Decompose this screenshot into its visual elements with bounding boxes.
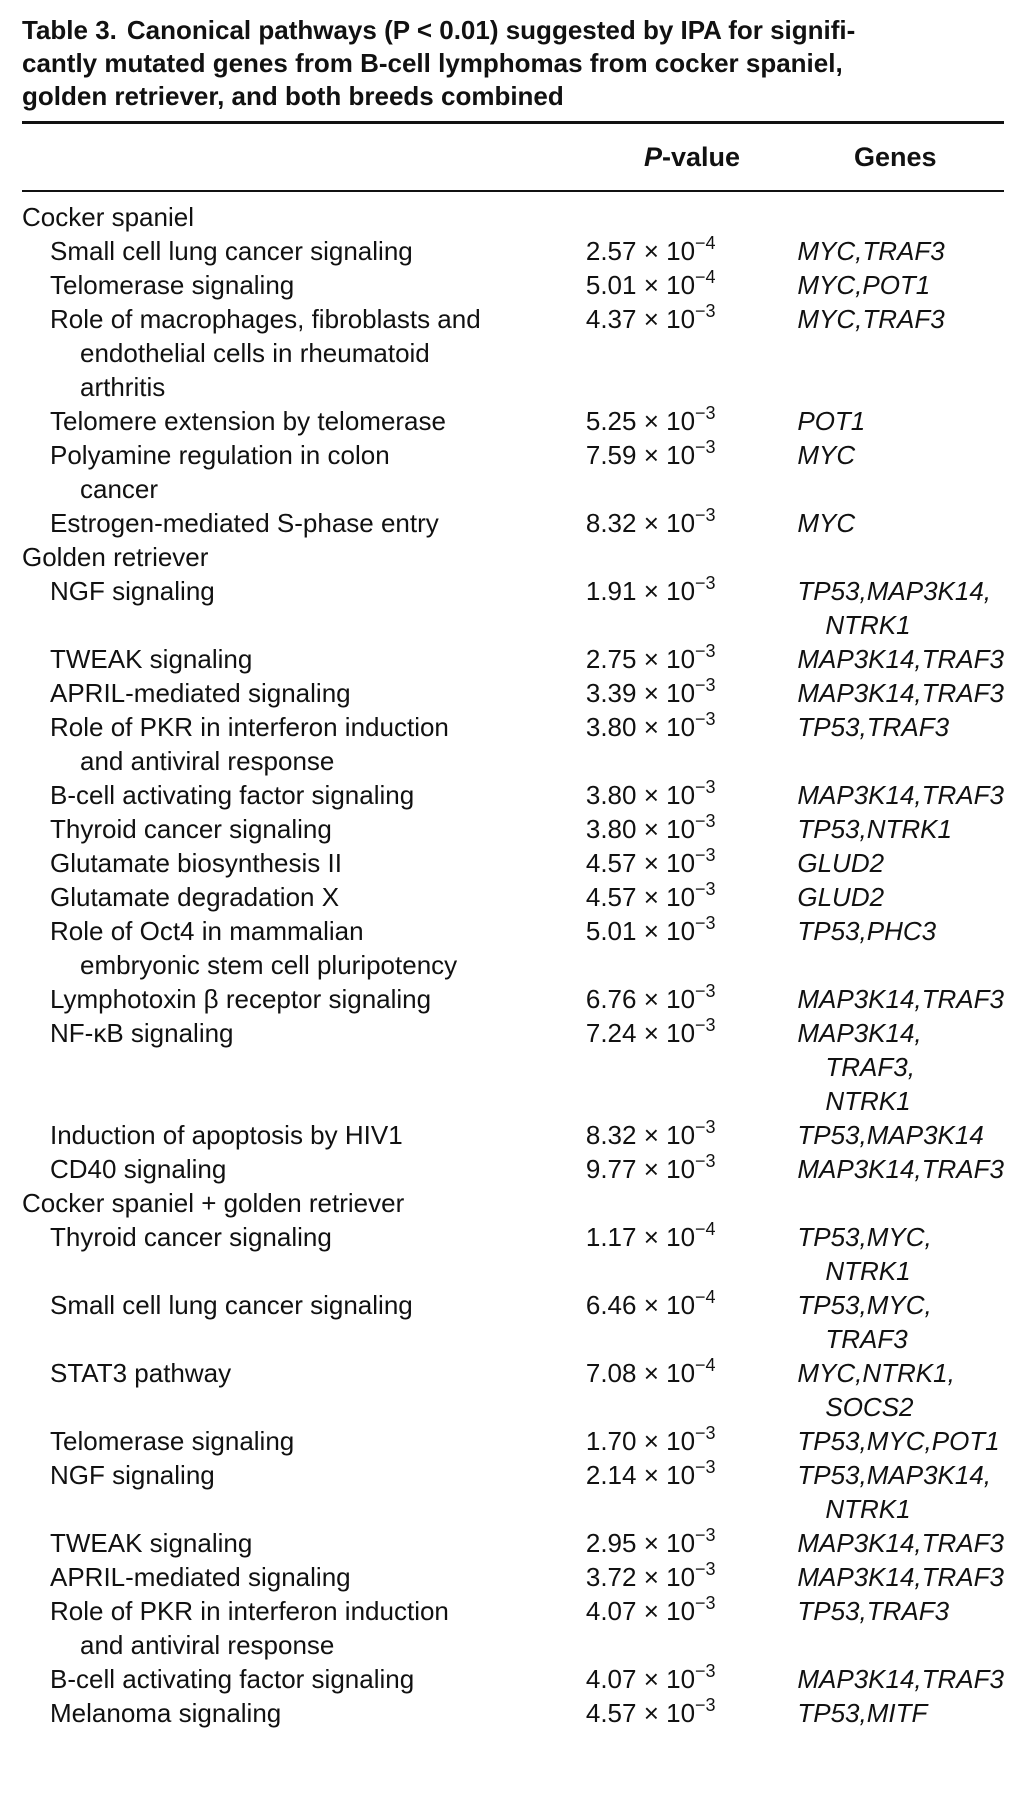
genes-line: MAP3K14,TRAF3 xyxy=(797,678,1004,708)
p-value-exponent: −3 xyxy=(695,1559,716,1579)
genes xyxy=(779,1152,1004,1186)
genes xyxy=(779,1458,1004,1526)
genes xyxy=(779,1662,1004,1696)
table-row xyxy=(22,574,1004,642)
p-value xyxy=(583,1662,779,1696)
genes xyxy=(779,982,1004,1016)
pathway-line: Lymphotoxin β receptor signaling xyxy=(50,984,432,1014)
p-value-mantissa: 1.17 × 10 xyxy=(585,1222,696,1252)
p-value xyxy=(583,438,779,506)
pathway-line: embryonic stem cell pluripotency xyxy=(80,950,458,980)
p-value xyxy=(583,1424,779,1458)
pathway-line: Glutamate biosynthesis II xyxy=(50,848,342,878)
pathway-name xyxy=(22,812,583,846)
p-value-mantissa: 4.57 × 10 xyxy=(585,882,696,912)
table-row xyxy=(22,1458,1004,1526)
genes-line: MAP3K14,TRAF3 xyxy=(797,1664,1004,1694)
p-value-mantissa: 1.91 × 10 xyxy=(585,576,696,606)
p-value xyxy=(583,574,779,642)
table-row xyxy=(22,778,1004,812)
pathway-name xyxy=(22,438,583,506)
p-value-exponent: −3 xyxy=(695,913,716,933)
genes xyxy=(779,574,1004,642)
table-body xyxy=(22,200,1004,1730)
p-value xyxy=(583,1356,779,1424)
pathway-line: Small cell lung cancer signaling xyxy=(50,1290,413,1320)
caption-text-1: Canonical pathways (P < 0.01) suggested by IPA for signifi- xyxy=(126,15,856,45)
genes xyxy=(779,778,1004,812)
table-label: Table 3. xyxy=(22,15,117,45)
pathway-line: Role of Oct4 in mammalian xyxy=(50,916,364,946)
genes-line: NTRK1 xyxy=(825,1494,911,1524)
genes-line: MYC,POT1 xyxy=(797,270,931,300)
genes-line: MAP3K14, xyxy=(797,1018,922,1048)
p-value-mantissa: 4.37 × 10 xyxy=(585,304,696,334)
caption-line-1 xyxy=(22,14,1004,47)
table-row xyxy=(22,914,1004,982)
p-value-mantissa: 8.32 × 10 xyxy=(585,508,696,538)
genes-line: MAP3K14,TRAF3 xyxy=(797,1528,1004,1558)
p-value-mantissa: 4.07 × 10 xyxy=(585,1664,696,1694)
genes-line: TP53,MITF xyxy=(797,1698,928,1728)
genes xyxy=(779,846,1004,880)
p-value-exponent: −3 xyxy=(695,1593,716,1613)
pathway-name xyxy=(22,1356,583,1424)
genes xyxy=(779,302,1004,404)
p-value-exponent: −3 xyxy=(695,845,716,865)
p-value-exponent: −4 xyxy=(695,1287,716,1307)
pathway-line: CD40 signaling xyxy=(50,1154,227,1184)
p-value-mantissa: 1.70 × 10 xyxy=(585,1426,696,1456)
genes-line: TP53,MAP3K14, xyxy=(797,576,992,606)
table-row xyxy=(22,1560,1004,1594)
p-value xyxy=(583,1220,779,1288)
p-value xyxy=(583,234,779,268)
table-row xyxy=(22,1356,1004,1424)
p-value-exponent: −3 xyxy=(695,981,716,1001)
pathway-name xyxy=(22,914,583,982)
pathway-name xyxy=(22,268,583,302)
p-value-mantissa: 7.24 × 10 xyxy=(585,1018,696,1048)
table-row xyxy=(22,302,1004,404)
genes-line: MAP3K14,TRAF3 xyxy=(797,780,1004,810)
pathway-table xyxy=(22,200,1004,1730)
pathway-line: Polyamine regulation in colon xyxy=(50,440,390,470)
group-row xyxy=(22,200,1004,234)
genes xyxy=(779,234,1004,268)
table-row xyxy=(22,1696,1004,1730)
header-pvalue-italic: P xyxy=(643,142,662,172)
pathway-line: TWEAK signaling xyxy=(50,1528,253,1558)
genes xyxy=(779,438,1004,506)
p-value-exponent: −3 xyxy=(695,1151,716,1171)
p-value-exponent: −4 xyxy=(695,267,716,287)
p-value-exponent: −3 xyxy=(695,1695,716,1715)
genes-line: MAP3K14,TRAF3 xyxy=(797,1154,1004,1184)
header-genes: Genes xyxy=(854,142,937,172)
header-pvalue xyxy=(607,142,777,173)
pathway-name xyxy=(22,982,583,1016)
genes xyxy=(779,506,1004,540)
p-value xyxy=(583,404,779,438)
table-row xyxy=(22,846,1004,880)
pathway-line xyxy=(50,1390,583,1424)
p-value-exponent: −3 xyxy=(695,1015,716,1035)
genes-line: MAP3K14,TRAF3 xyxy=(797,644,1004,674)
pathway-line: APRIL-mediated signaling xyxy=(50,1562,351,1592)
genes-line: MYC xyxy=(797,508,856,538)
pathway-name xyxy=(22,642,583,676)
genes-line: TRAF3, NTRK1 xyxy=(825,1052,915,1116)
p-value-mantissa: 2.57 × 10 xyxy=(585,236,696,266)
genes-line: MAP3K14,TRAF3 xyxy=(797,1562,1004,1592)
p-value-mantissa: 4.07 × 10 xyxy=(585,1596,696,1626)
p-value-exponent: −4 xyxy=(695,1355,716,1375)
genes-line: TP53,TRAF3 xyxy=(797,712,950,742)
group-label: Cocker spaniel + golden retriever xyxy=(22,1188,405,1218)
pathway-name xyxy=(22,302,583,404)
pathway-name xyxy=(22,574,583,642)
p-value-exponent: −3 xyxy=(695,573,716,593)
pathway-line: Thyroid cancer signaling xyxy=(50,1222,332,1252)
pathway-line: B-cell activating factor signaling xyxy=(50,780,415,810)
p-value-mantissa: 3.39 × 10 xyxy=(585,678,696,708)
genes-line: POT1 xyxy=(797,406,866,436)
genes xyxy=(779,268,1004,302)
pathway-line: Telomerase signaling xyxy=(50,270,295,300)
pathway-name xyxy=(22,1526,583,1560)
p-value xyxy=(583,982,779,1016)
pathway-line xyxy=(50,608,583,642)
table-row xyxy=(22,676,1004,710)
pathway-line xyxy=(50,1050,583,1084)
p-value-exponent: −4 xyxy=(695,233,716,253)
table-row xyxy=(22,982,1004,1016)
pathway-name xyxy=(22,234,583,268)
genes-line: GLUD2 xyxy=(797,848,885,878)
p-value-mantissa: 4.57 × 10 xyxy=(585,848,696,878)
p-value-exponent: −3 xyxy=(695,811,716,831)
p-value-mantissa: 5.01 × 10 xyxy=(585,916,696,946)
pathway-line: Glutamate degradation X xyxy=(50,882,340,912)
pathway-line: Telomere extension by telomerase xyxy=(50,406,446,436)
genes xyxy=(779,1288,1004,1356)
p-value-exponent: −3 xyxy=(695,1525,716,1545)
p-value-exponent: −3 xyxy=(695,641,716,661)
pathway-line: B-cell activating factor signaling xyxy=(50,1664,415,1694)
p-value xyxy=(583,1152,779,1186)
pathway-name xyxy=(22,676,583,710)
pathway-line: STAT3 pathway xyxy=(50,1358,232,1388)
genes xyxy=(779,1016,1004,1118)
genes-line: MYC,TRAF3 xyxy=(797,236,945,266)
genes-line: MYC,NTRK1, xyxy=(797,1358,955,1388)
p-value xyxy=(583,268,779,302)
p-value-exponent: −3 xyxy=(695,403,716,423)
caption-text-3: golden retriever, and both breeds combined xyxy=(22,81,564,111)
table-row xyxy=(22,1118,1004,1152)
p-value xyxy=(583,880,779,914)
p-value xyxy=(583,642,779,676)
pathway-name xyxy=(22,880,583,914)
genes xyxy=(779,676,1004,710)
p-value xyxy=(583,676,779,710)
genes-line: TRAF3 xyxy=(825,1324,908,1354)
pathway-line: cancer xyxy=(80,474,159,504)
table-row xyxy=(22,1016,1004,1118)
p-value-mantissa: 3.72 × 10 xyxy=(585,1562,696,1592)
pathway-name xyxy=(22,404,583,438)
table-row xyxy=(22,404,1004,438)
caption-text-2: cantly mutated genes from B-cell lymphomas from cocker spaniel, xyxy=(22,48,843,78)
pathway-line: NGF signaling xyxy=(50,576,215,606)
table-row xyxy=(22,438,1004,506)
p-value xyxy=(583,846,779,880)
pathway-name xyxy=(22,1220,583,1288)
p-value-exponent: −3 xyxy=(695,675,716,695)
genes xyxy=(779,1696,1004,1730)
pathway-line: Role of PKR in interferon induction xyxy=(50,712,449,742)
p-value xyxy=(583,1594,779,1662)
table-row xyxy=(22,1526,1004,1560)
pathway-name xyxy=(22,506,583,540)
table-row xyxy=(22,812,1004,846)
p-value-exponent: −3 xyxy=(695,1423,716,1443)
pathway-line: endothelial cells in rheumatoid xyxy=(80,338,430,368)
pathway-line: Thyroid cancer signaling xyxy=(50,814,332,844)
genes-line: NTRK1 xyxy=(825,610,911,640)
table-row xyxy=(22,268,1004,302)
group-row xyxy=(22,540,1004,574)
table-header xyxy=(22,124,1004,190)
p-value-exponent: −3 xyxy=(695,1117,716,1137)
pathway-name xyxy=(22,1560,583,1594)
p-value-exponent: −3 xyxy=(695,1661,716,1681)
genes xyxy=(779,1594,1004,1662)
p-value-mantissa: 9.77 × 10 xyxy=(585,1154,696,1184)
genes xyxy=(779,404,1004,438)
pathway-name xyxy=(22,1424,583,1458)
pathway-name xyxy=(22,1016,583,1118)
header-pvalue-rest: -value xyxy=(661,142,741,172)
genes xyxy=(779,812,1004,846)
p-value-mantissa: 3.80 × 10 xyxy=(585,814,696,844)
p-value-exponent: −3 xyxy=(695,437,716,457)
pathway-name xyxy=(22,1662,583,1696)
p-value xyxy=(583,1458,779,1526)
table-row xyxy=(22,1594,1004,1662)
pathway-line: arthritis xyxy=(80,372,166,402)
table-caption xyxy=(22,14,1004,113)
p-value xyxy=(583,1560,779,1594)
pathway-line: TWEAK signaling xyxy=(50,644,253,674)
pathway-line: and antiviral response xyxy=(80,1630,335,1660)
pathway-name xyxy=(22,1594,583,1662)
p-value xyxy=(583,506,779,540)
p-value xyxy=(583,1288,779,1356)
p-value xyxy=(583,1526,779,1560)
pathway-name xyxy=(22,710,583,778)
p-value-mantissa: 2.95 × 10 xyxy=(585,1528,696,1558)
p-value-exponent: −3 xyxy=(695,1457,716,1477)
p-value xyxy=(583,302,779,404)
table-row xyxy=(22,1152,1004,1186)
pathway-name xyxy=(22,1288,583,1356)
genes-line: TP53,MYC, xyxy=(797,1222,932,1252)
genes-line: TP53,MYC,POT1 xyxy=(797,1426,1000,1456)
genes-line: TP53,MAP3K14 xyxy=(797,1120,984,1150)
p-value-mantissa: 5.25 × 10 xyxy=(585,406,696,436)
p-value-mantissa: 2.14 × 10 xyxy=(585,1460,696,1490)
p-value-mantissa: 6.76 × 10 xyxy=(585,984,696,1014)
p-value-exponent: −3 xyxy=(695,709,716,729)
table-row xyxy=(22,506,1004,540)
pathway-name xyxy=(22,1118,583,1152)
genes-line: TP53,PHC3 xyxy=(797,916,937,946)
genes xyxy=(779,1526,1004,1560)
table-page xyxy=(22,14,1004,1730)
p-value-mantissa: 8.32 × 10 xyxy=(585,1120,696,1150)
genes xyxy=(779,1118,1004,1152)
pathway-line: NF-κB signaling xyxy=(50,1018,234,1048)
table-row xyxy=(22,642,1004,676)
pathway-line: Melanoma signaling xyxy=(50,1698,282,1728)
genes xyxy=(779,710,1004,778)
pathway-line xyxy=(50,1322,583,1356)
group-label: Cocker spaniel xyxy=(22,202,194,232)
pathway-line: and antiviral response xyxy=(80,746,335,776)
table-row xyxy=(22,1220,1004,1288)
pathway-line: APRIL-mediated signaling xyxy=(50,678,351,708)
p-value-mantissa: 7.59 × 10 xyxy=(585,440,696,470)
p-value xyxy=(583,1118,779,1152)
p-value-mantissa: 6.46 × 10 xyxy=(585,1290,696,1320)
pathway-name xyxy=(22,1152,583,1186)
genes xyxy=(779,1220,1004,1288)
genes-line: TP53,MYC, xyxy=(797,1290,932,1320)
header-rule xyxy=(22,190,1004,192)
genes-line: NTRK1 xyxy=(825,1256,911,1286)
pathway-line: Role of PKR in interferon induction xyxy=(50,1596,449,1626)
pathway-line: Telomerase signaling xyxy=(50,1426,295,1456)
p-value xyxy=(583,778,779,812)
genes-line: MYC xyxy=(797,440,856,470)
p-value-exponent: −3 xyxy=(695,777,716,797)
pathway-line xyxy=(50,1254,583,1288)
genes xyxy=(779,880,1004,914)
p-value-mantissa: 3.80 × 10 xyxy=(585,780,696,810)
genes-line: MYC,TRAF3 xyxy=(797,304,945,334)
p-value-exponent: −3 xyxy=(695,301,716,321)
genes-line: TP53,MAP3K14, xyxy=(797,1460,992,1490)
pathway-name xyxy=(22,778,583,812)
p-value-mantissa: 4.57 × 10 xyxy=(585,1698,696,1728)
group-label: Golden retriever xyxy=(22,542,209,572)
p-value-mantissa: 7.08 × 10 xyxy=(585,1358,696,1388)
pathway-line: Small cell lung cancer signaling xyxy=(50,236,413,266)
p-value xyxy=(583,1016,779,1118)
table-row xyxy=(22,1662,1004,1696)
genes-line: SOCS2 xyxy=(825,1392,914,1422)
p-value-mantissa: 5.01 × 10 xyxy=(585,270,696,300)
group-row xyxy=(22,1186,1004,1220)
genes xyxy=(779,914,1004,982)
genes-line: MAP3K14,TRAF3 xyxy=(797,984,1004,1014)
pathway-line: Estrogen-mediated S-phase entry xyxy=(50,508,439,538)
p-value xyxy=(583,914,779,982)
genes-line: GLUD2 xyxy=(797,882,885,912)
genes xyxy=(779,642,1004,676)
p-value-mantissa: 2.75 × 10 xyxy=(585,644,696,674)
genes xyxy=(779,1560,1004,1594)
table-row xyxy=(22,1424,1004,1458)
pathway-line: Role of macrophages, fibroblasts and xyxy=(50,304,481,334)
table-row xyxy=(22,880,1004,914)
p-value xyxy=(583,1696,779,1730)
table-row xyxy=(22,710,1004,778)
genes xyxy=(779,1424,1004,1458)
pathway-line: NGF signaling xyxy=(50,1460,215,1490)
p-value-exponent: −4 xyxy=(695,1219,716,1239)
pathway-name xyxy=(22,846,583,880)
pathway-line: Induction of apoptosis by HIV1 xyxy=(50,1120,403,1150)
genes-line: TP53,TRAF3 xyxy=(797,1596,950,1626)
table-row xyxy=(22,234,1004,268)
pathway-name xyxy=(22,1458,583,1526)
p-value xyxy=(583,812,779,846)
pathway-line xyxy=(50,1492,583,1526)
genes-line: TP53,NTRK1 xyxy=(797,814,952,844)
p-value-mantissa: 3.80 × 10 xyxy=(585,712,696,742)
genes xyxy=(779,1356,1004,1424)
p-value xyxy=(583,710,779,778)
pathway-name xyxy=(22,1696,583,1730)
table-row xyxy=(22,1288,1004,1356)
p-value-exponent: −3 xyxy=(695,879,716,899)
p-value-exponent: −3 xyxy=(695,505,716,525)
